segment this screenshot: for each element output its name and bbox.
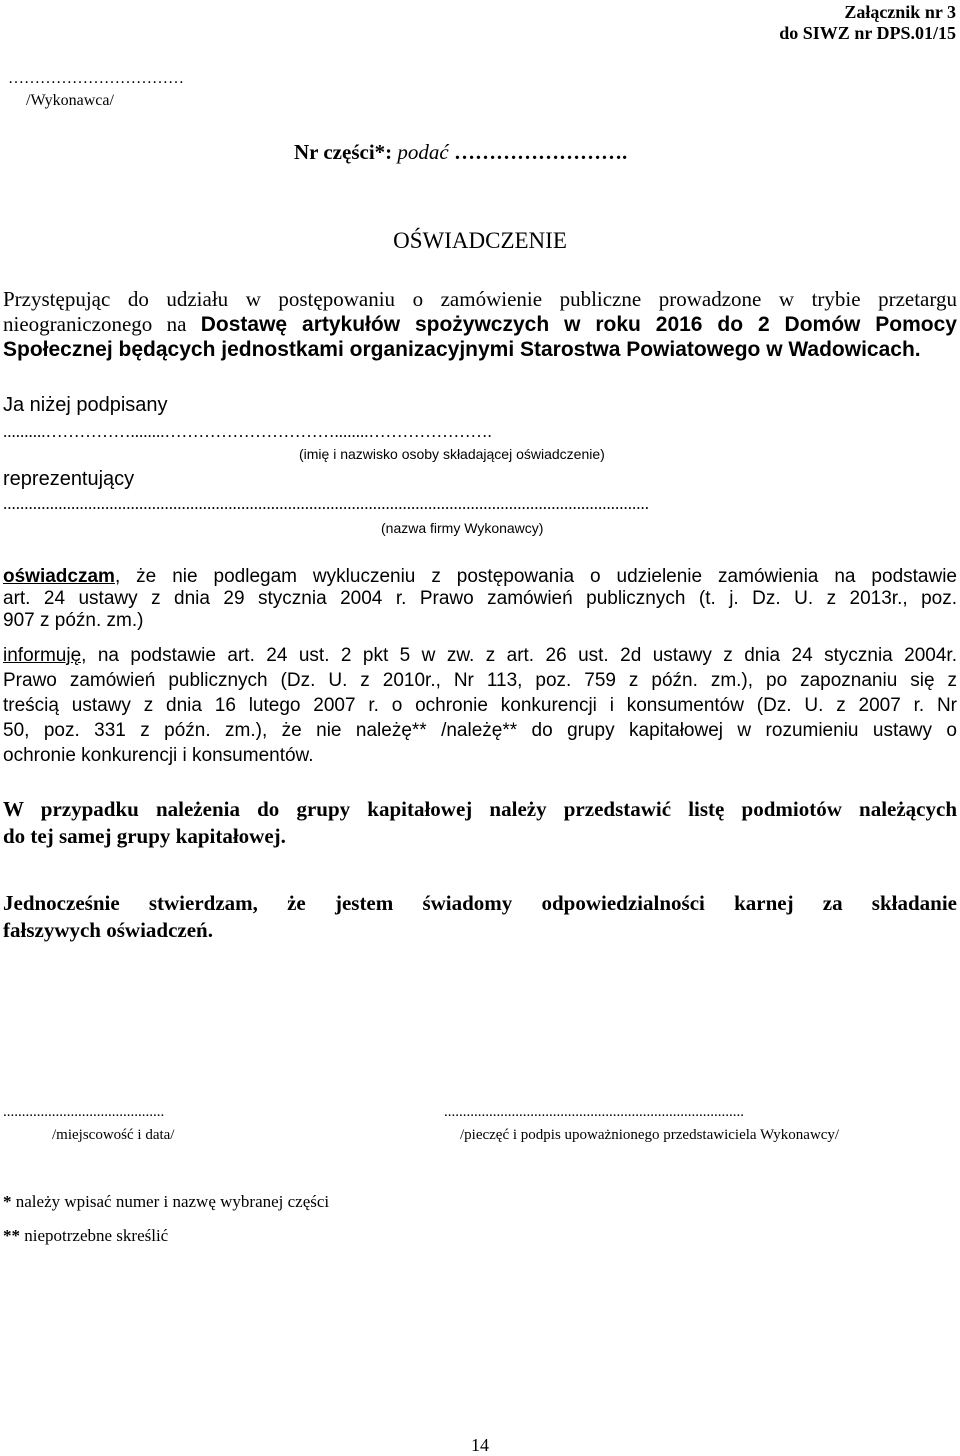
declaration-line-3: 907 z późn. zm.) <box>3 610 144 631</box>
statement-paragraph <box>3 890 957 944</box>
capital-group-paragraph <box>3 796 957 850</box>
intro-line-2 <box>3 312 957 337</box>
footnote-1-text: należy wpisać numer i nazwę wybranej części <box>11 1192 330 1211</box>
part-dots: ……………………. <box>453 140 628 164</box>
signature-label: /pieczęć i podpis upoważnionego przedstawiciela Wykonawcy/ <box>460 1127 840 1143</box>
part-hint: podać <box>397 140 449 164</box>
signer-label: Ja niżej podpisany <box>3 394 168 416</box>
place-date-dots: ........................................... <box>3 1104 165 1120</box>
intro-line-1: Przystępując do udziału w postępowaniu o zamówienie publiczne prowadzone w trybie przetargu <box>3 287 957 311</box>
footnote-2-text: niepotrzebne skreślić <box>20 1226 169 1245</box>
declaration-line-2: art. 24 ustawy z dnia 29 stycznia 2004 r. Prawo zamówień publicznych (t. j. Dz. U. z 2013r., poz. <box>3 588 957 609</box>
inform-line-5: ochronie konkurencji i konsumentów. <box>3 745 314 766</box>
company-dots: ........................................................................................................................................................ <box>3 494 649 513</box>
inform-line-4: 50, poz. 331 z późn. zm.), że nie należę** /należę** do grupy kapitałowej w rozumieniu ustawy o <box>3 720 957 741</box>
footnote-1 <box>3 1192 329 1212</box>
declaration-lead: oświadczam <box>3 566 115 587</box>
declaration-line-1-rest: , że nie podlegam wykluczeniu z postępowania o udzielenie zamówienia na podstawie <box>114 566 957 587</box>
declaration-line-1 <box>3 566 957 588</box>
attachment-line-1: Załącznik nr 3 <box>844 2 956 22</box>
inform-lead: informuję, <box>3 645 87 666</box>
place-date-label: /miejscowość i data/ <box>52 1127 175 1143</box>
declaration-paragraph <box>3 566 957 632</box>
inform-line-1-rest: na podstawie art. 24 ust. 2 pkt 5 w zw. z art. 26 ust. 2d ustawy z dnia 24 stycznia 2004r. <box>86 645 957 666</box>
intro-paragraph <box>3 287 957 362</box>
inform-line-3: treścią ustawy z dnia 16 lutego 2007 r. o ochronie konkurencji i konsumentów (Dz. U. z 2007 r. Nr <box>3 695 957 716</box>
intro-line-2-bold: Dostawę artykułów spożywczych w roku 2016 do 2 Domów Pomocy <box>200 313 957 336</box>
company-caption: (nazwa firmy Wykonawcy) <box>381 520 544 536</box>
attachment-line-2: do SIWZ nr DPS.01/15 <box>779 23 956 43</box>
footnote-2 <box>3 1226 168 1246</box>
signature-dots: ................................................................................ <box>444 1104 744 1120</box>
statement-line-2: fałszywych oświadczeń. <box>3 918 213 942</box>
inform-line-1 <box>3 643 957 668</box>
company-label: reprezentujący <box>3 468 135 490</box>
footnote-2-mark: ** <box>3 1226 20 1245</box>
part-number-line <box>294 140 627 165</box>
document-title: OŚWIADCZENIE <box>393 228 567 253</box>
capital-group-line-1: W przypadku należenia do grupy kapitałowej należy przedstawić listę podmiotów należących <box>3 797 957 821</box>
contractor-dots: …………………………… <box>8 70 184 87</box>
inform-paragraph <box>3 643 957 768</box>
footnote-1-mark: * <box>3 1192 12 1211</box>
signer-caption: (imię i nazwisko osoby składającej oświadczenie) <box>299 446 605 462</box>
signer-dots: ..........……………........…………………………........…………………. <box>3 422 492 441</box>
page-number: 14 <box>471 1435 489 1455</box>
part-label: Nr części*: <box>294 140 393 164</box>
statement-line-1: Jednocześnie stwierdzam, że jestem świadomy odpowiedzialności karnej za składanie <box>3 891 957 915</box>
inform-line-2: Prawo zamówień publicznych (Dz. U. z 2010r., Nr 113, poz. 759 z późn. zm.), po zapoznaniu się z <box>3 670 957 691</box>
contractor-label: /Wykonawca/ <box>26 92 114 109</box>
intro-line-3: Społecznej będących jednostkami organizacyjnymi Starostwa Powiatowego w Wadowicach. <box>3 338 921 361</box>
intro-line-2-plain: nieograniczonego na <box>3 312 201 336</box>
attachment-header <box>779 2 956 44</box>
capital-group-line-2: do tej samej grupy kapitałowej. <box>3 824 286 848</box>
